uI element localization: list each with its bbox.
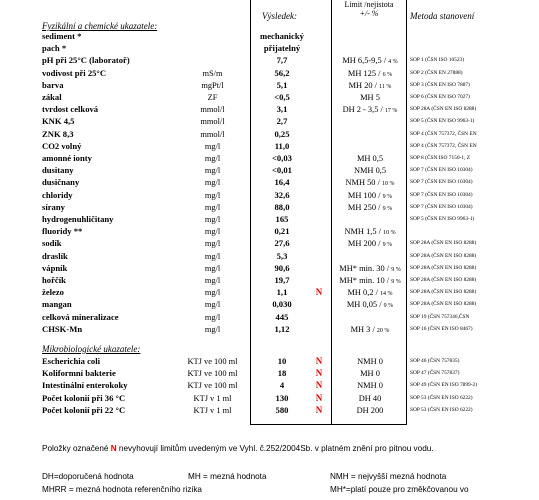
result-header: Výsledek: — [262, 11, 297, 21]
column-divider — [331, 0, 332, 425]
legend-mhstar: MH*=platí pouze pro změkčovanou vo — [330, 485, 469, 494]
parameter-unit: mg/l — [204, 215, 221, 224]
limit-value: NMH 1,5 / — [344, 227, 381, 237]
parameter-value: 27,6 — [274, 238, 290, 249]
parameter-limit — [334, 226, 406, 239]
limit-value: MH 125 / — [347, 68, 381, 78]
parameter-name: hydrogenuhličitany — [42, 214, 114, 224]
parameter-name: dusitany — [42, 165, 74, 176]
parameter-value: přijatelný — [263, 43, 301, 54]
parameter-name: sodík — [42, 238, 62, 249]
parameter-limit — [334, 324, 406, 337]
method-reference: SOP 7 (ČSN EN ISO 10304) — [410, 167, 473, 174]
limit-header-line2: +/- % — [359, 9, 379, 18]
parameter-limit — [334, 177, 406, 190]
parameter-name: tvrdost celková — [42, 104, 99, 115]
parameter-value: <0,01 — [272, 165, 292, 176]
method-reference: SOP 49 (ČSN EN ISO 7899-2) — [410, 382, 478, 389]
parameter-unit: mg/l — [204, 239, 221, 249]
noncompliance-flag: N — [315, 392, 323, 403]
method-reference: SOP 2 (ČSN EN 27888) — [410, 69, 463, 76]
limit-value: DH 200 — [356, 405, 384, 415]
parameter-value: 4 — [279, 380, 285, 391]
parameter-name: Escherichia coli — [42, 356, 100, 366]
parameter-value: 0,25 — [274, 128, 290, 139]
limit-value: NMH 0 — [357, 357, 383, 366]
parameter-unit: mg/l — [204, 166, 221, 176]
micro-section-title: Mikrobiologické ukazatele: — [42, 344, 141, 354]
parameter-name: celková mineralizace — [42, 311, 119, 322]
limit-uncertainty: 9 % — [382, 205, 393, 212]
parameter-value: 3,1 — [276, 104, 288, 115]
limit-value: DH 2 - 3,5 / — [342, 105, 383, 115]
method-reference: SOP 28A (ČSN EN ISO 8288) — [410, 301, 477, 308]
parameter-value: 19,7 — [274, 275, 290, 285]
parameter-name: CHSK-Mn — [42, 323, 83, 334]
parameter-limit — [334, 165, 406, 178]
parameter-value: 5,1 — [276, 79, 288, 90]
method-reference: SOP 7 (ČSN EN ISO 10304) — [410, 179, 473, 186]
parameter-name: pach * — [42, 43, 67, 54]
legend-dh: DH=doporučená hodnota — [42, 472, 134, 481]
limit-header — [333, 0, 405, 18]
parameter-name: zákal — [42, 92, 62, 102]
method-reference: SOP 47 (ČSN 757837) — [410, 370, 460, 377]
parameter-unit: KTJ ve 100 ml — [187, 381, 238, 391]
method-reference: SOP 28A (ČSN EN ISO 8288) — [410, 289, 477, 296]
limit-uncertainty: 10 % — [382, 181, 395, 188]
parameter-unit: KTJ v 1 ml — [193, 393, 232, 403]
method-reference: SOP 28A (ČSN EN ISO 8288) — [410, 106, 477, 113]
parameter-name: dusičnany — [42, 177, 80, 188]
limit-uncertainty: 9 % — [391, 266, 401, 273]
parameter-value: mechanický — [260, 31, 304, 41]
parameter-value: 16,4 — [274, 177, 290, 188]
method-reference: SOP 28A (ČSN EN ISO 8288) — [410, 240, 477, 247]
limit-value: NMH 0 — [357, 381, 383, 391]
parameter-unit: mg/l — [204, 190, 221, 200]
parameter-unit: mg/l — [204, 178, 221, 188]
parameter-name: sírany — [42, 201, 65, 212]
noncompliance-flag: N — [315, 368, 323, 379]
parameter-unit: mgPt/l — [201, 80, 224, 90]
limit-value: NMH 0,5 — [353, 166, 387, 176]
parameter-value: 0,030 — [272, 299, 292, 310]
parameter-limit — [334, 80, 406, 93]
parameter-value: 165 — [275, 214, 289, 224]
limit-uncertainty: 4 % — [388, 59, 398, 66]
parameter-limit — [334, 202, 406, 215]
parameter-value: 32,6 — [274, 189, 290, 200]
parameter-unit: ZF — [207, 93, 218, 102]
method-reference: SOP 4 (ČSN 757372, ČSN EN — [410, 130, 477, 137]
parameter-value: 11,0 — [274, 140, 290, 151]
limit-value: MH 6,5-9,5 / — [342, 56, 387, 66]
limit-uncertainty: 10 % — [383, 230, 396, 237]
parameter-unit: mg/l — [204, 324, 221, 334]
parameter-name: chloridy — [42, 189, 73, 200]
parameter-value: 580 — [275, 404, 289, 415]
parameter-unit: mg/l — [204, 300, 221, 310]
parameter-unit: mmol/l — [200, 105, 225, 115]
parameter-value: 1,12 — [274, 323, 290, 334]
column-divider — [406, 0, 407, 425]
parameter-value: <0,5 — [274, 92, 290, 102]
parameter-name: hořčík — [42, 275, 66, 285]
parameter-name: vodivost při 25°C — [42, 67, 107, 78]
parameter-value: 7,7 — [276, 55, 288, 66]
noncompliance-flag: N — [315, 404, 323, 415]
parameter-name: draslík — [42, 250, 68, 261]
parameter-value: 1,1 — [276, 287, 288, 298]
method-reference: SOP 6 (ČSN EN ISO 7027) — [410, 94, 470, 100]
parameter-value: 10 — [277, 356, 287, 366]
physchem-section-title: Fyzikální a chemické ukazatele: — [42, 21, 158, 31]
parameter-unit: mg/l — [204, 154, 221, 163]
limit-uncertainty: 9 % — [391, 279, 401, 285]
limit-uncertainty: 6 % — [382, 71, 393, 78]
limit-value: MH 200 / — [347, 239, 381, 249]
method-reference: SOP 28A (ČSN EN ISO 8288) — [410, 252, 477, 259]
parameter-name: Intestinální enterokoky — [42, 380, 128, 391]
parameter-limit — [334, 104, 406, 117]
parameter-name: sediment * — [42, 31, 82, 41]
parameter-unit: KTJ v 1 ml — [193, 405, 232, 415]
legend-nmh: NMH = nejvyšší mezná hodnota — [330, 472, 447, 481]
footnote-after: nevyhovují limitům uvedeným ve Vyhl. č.252/2004Sb. v platném znění pro pitnou vodu. — [116, 444, 434, 453]
parameter-name: Koliformní bakterie — [42, 368, 116, 379]
parameter-name: Počet kolonií při 36 °C — [42, 392, 126, 403]
parameter-name: železo — [42, 287, 64, 298]
parameter-limit — [334, 55, 406, 68]
parameter-name: amonné ionty — [42, 153, 92, 163]
noncompliance-flag: N — [315, 287, 323, 298]
parameter-name: ZNK 8,3 — [42, 128, 74, 139]
parameter-name: vápník — [42, 262, 68, 273]
parameter-unit: mmol/l — [200, 117, 225, 127]
method-reference: SOP 19 (ČSN 757346,ČSN — [410, 313, 470, 320]
legend-mhrr: MHRR = mezná hodnota referenčního rizika — [42, 485, 202, 494]
method-reference: SOP 4 (ČSN 757372, ČSN EN — [410, 142, 477, 149]
parameter-value: 130 — [275, 392, 289, 403]
parameter-unit: mg/l — [204, 263, 221, 273]
parameter-limit — [334, 368, 406, 381]
parameter-unit: mS/m — [202, 68, 223, 78]
method-reference: SOP 7 (ČSN EN ISO 10304) — [410, 191, 473, 198]
table-bottom-rule — [250, 424, 407, 425]
limit-uncertainty: 9 % — [382, 242, 393, 249]
parameter-unit: mg/l — [204, 288, 221, 298]
limit-value: MH 0 — [360, 369, 380, 379]
parameter-name: fluoridy ** — [42, 226, 83, 237]
parameter-unit: mmol/l — [200, 129, 225, 139]
parameter-value: 18 — [277, 368, 287, 379]
parameter-unit: mg/l — [204, 276, 221, 285]
parameter-limit — [334, 380, 406, 393]
limit-header-line1: Limit /nejistota — [344, 0, 394, 9]
parameter-value: 56,2 — [274, 67, 290, 78]
parameter-limit — [334, 92, 406, 105]
parameter-name: Počet kolonií při 22 °C — [42, 404, 126, 415]
method-reference: SOP 28A (ČSN EN ISO 8288) — [410, 264, 477, 271]
limit-uncertainty: 20 % — [376, 327, 390, 334]
parameter-value: 445 — [275, 311, 289, 322]
parameter-name: barva — [42, 79, 64, 90]
parameter-unit: KTJ ve 100 ml — [187, 369, 238, 379]
parameter-limit — [334, 287, 406, 300]
method-reference: SOP 8 (ČSN ISO 7150-1, Z — [410, 155, 471, 161]
limit-value: MH 0,2 / — [347, 288, 378, 298]
parameter-unit: mg/l — [204, 312, 221, 322]
limit-value: MH 0,05 / — [346, 300, 382, 310]
parameter-name: pH při 25°C (laboratoř) — [42, 55, 130, 66]
noncompliance-flag: N — [315, 380, 323, 391]
parameter-value: 5,3 — [276, 250, 288, 261]
method-reference: SOP 53 (ČSN EN ISO 6222) — [410, 394, 473, 401]
method-reference: SOP 1 (ČSN ISO 10523) — [410, 57, 465, 64]
parameter-limit — [334, 263, 406, 276]
parameter-limit — [334, 190, 406, 203]
parameter-unit: KTJ ve 100 ml — [187, 357, 238, 366]
column-divider — [250, 0, 251, 425]
footnote-before: Položky označené — [42, 444, 111, 453]
method-reference: SOP 7 (ČSN EN ISO 10304) — [410, 203, 473, 210]
parameter-unit: mg/l — [204, 202, 221, 212]
limit-value: MH 0,5 — [356, 154, 384, 163]
parameter-limit — [334, 68, 406, 81]
parameter-name: mangan — [42, 299, 72, 310]
limit-uncertainty: 11 % — [379, 83, 392, 90]
limit-value: MH* min. 30 / — [339, 263, 390, 273]
parameter-value: 88,0 — [274, 201, 290, 212]
parameter-limit — [334, 275, 406, 288]
limit-uncertainty: 14 % — [380, 291, 393, 298]
limit-value: MH* min. 10 / — [339, 276, 390, 285]
parameter-limit — [334, 153, 406, 166]
limit-value: MH 5 — [360, 93, 380, 102]
limit-uncertainty: 17 % — [384, 108, 398, 115]
parameter-value: 90,6 — [274, 262, 290, 273]
parameter-limit — [334, 238, 406, 251]
parameter-name: CO2 volný — [42, 140, 82, 151]
parameter-name: KNK 4,5 — [42, 116, 75, 127]
parameter-unit: mg/l — [204, 227, 221, 237]
parameter-value: 0,21 — [274, 226, 290, 237]
parameter-limit — [334, 299, 406, 312]
limit-value: NMH 50 / — [345, 178, 380, 188]
method-reference: SOP 3 (ČSN EN ISO 7887) — [410, 81, 470, 88]
limit-uncertainty: 9 % — [382, 193, 393, 200]
parameter-unit: mg/l — [204, 141, 221, 151]
method-header: Metoda stanovení — [410, 11, 475, 21]
limit-value: DH 40 — [358, 393, 382, 403]
method-reference: SOP 53 (ČSN EN ISO 6222) — [410, 406, 473, 413]
limit-value: MH 250 / — [347, 202, 381, 212]
method-reference: SOP 5 (ČSN EN ISO 9963-1) — [410, 216, 475, 222]
parameter-limit — [334, 356, 406, 369]
limit-uncertainty: 9 % — [383, 303, 394, 310]
parameter-value: <0,03 — [272, 153, 292, 163]
method-reference: SOP 5 (ČSN EN ISO 9963-1) — [410, 118, 475, 125]
parameter-value: 2,7 — [276, 116, 288, 127]
limit-value: MH 100 / — [347, 190, 381, 200]
limit-value: MH 20 / — [348, 80, 377, 90]
method-reference: SOP 46 (ČSN 757835) — [410, 358, 460, 364]
parameter-limit — [334, 405, 406, 418]
method-reference: SOP 28A (ČSN EN ISO 8288) — [410, 277, 477, 283]
parameter-unit: mg/l — [204, 251, 221, 261]
method-reference: SOP 16 (ČSN EN ISO 8467) — [410, 325, 473, 332]
footnote — [42, 444, 434, 453]
parameter-limit — [334, 393, 406, 406]
noncompliance-flag: N — [315, 356, 323, 366]
limit-value: MH 3 / — [350, 324, 375, 334]
footnote-mark: N — [110, 444, 117, 453]
legend-mh: MH = mezná hodnota — [188, 472, 267, 481]
